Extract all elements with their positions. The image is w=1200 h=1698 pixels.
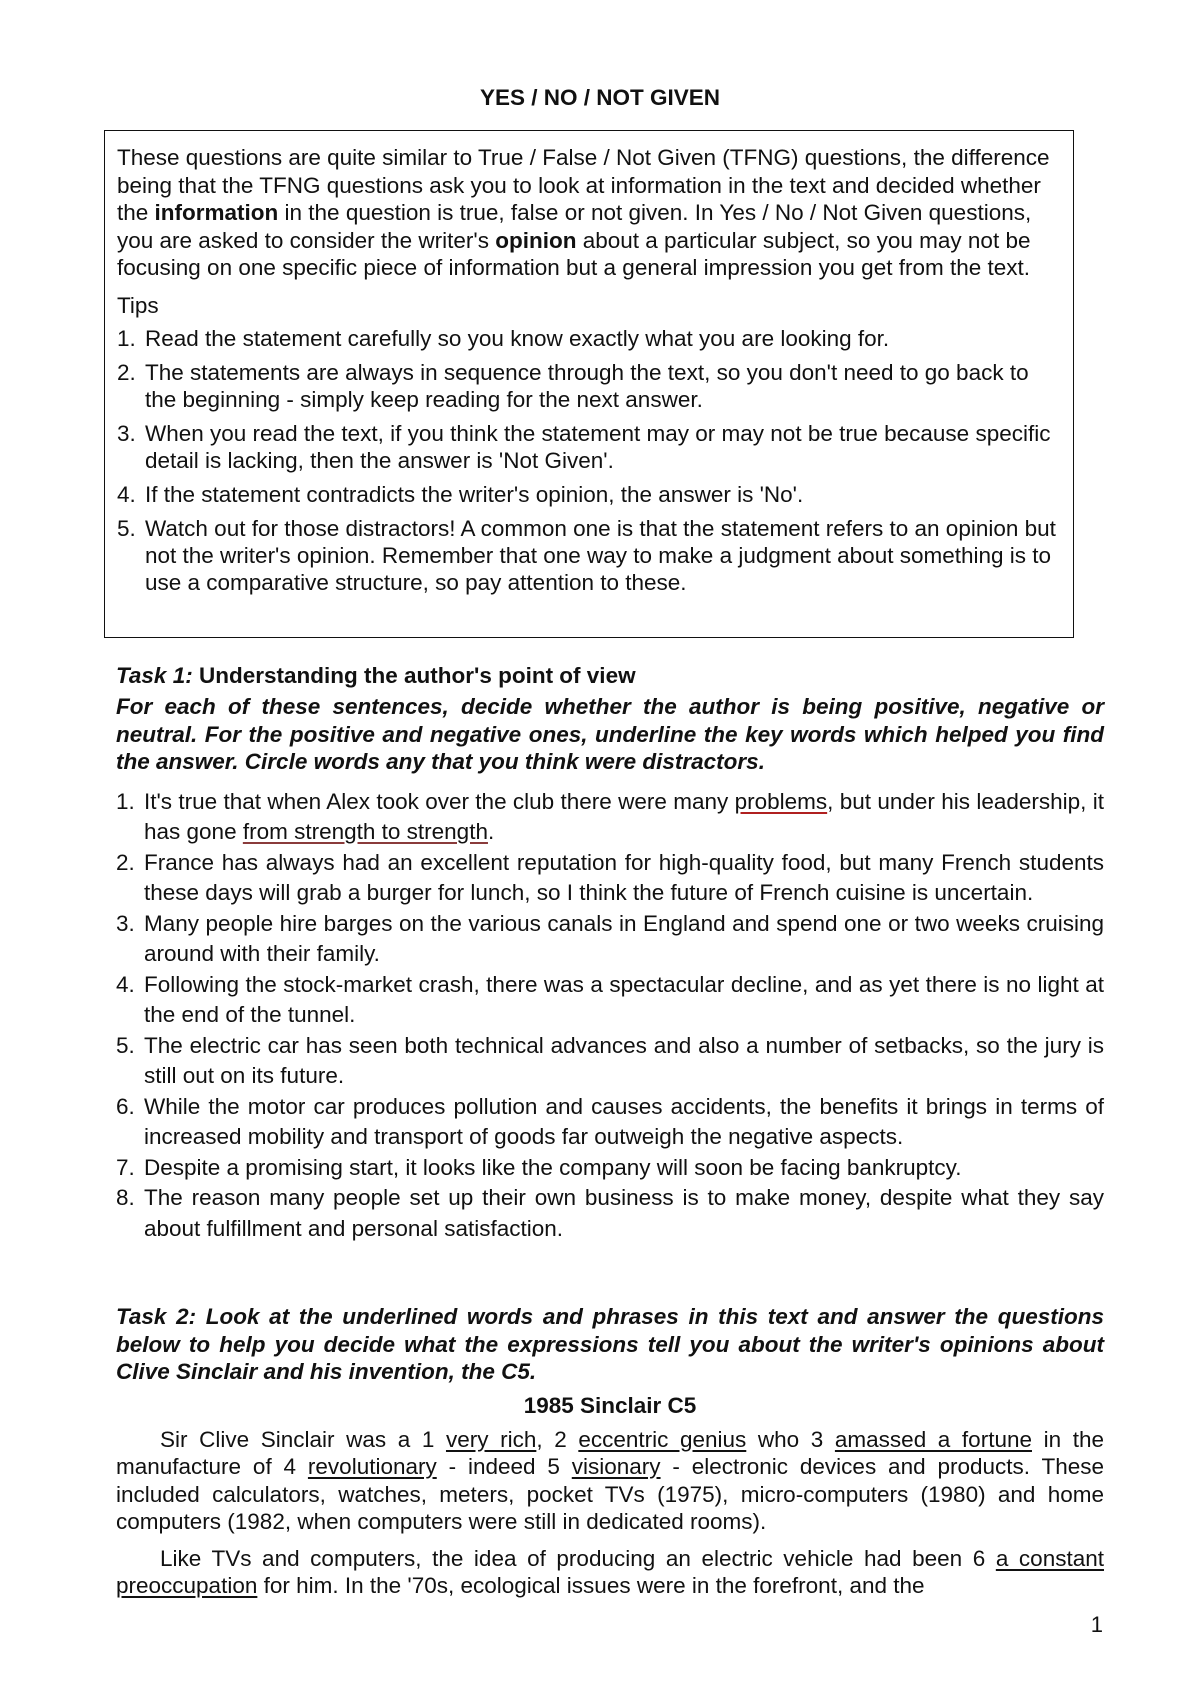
task1-instructions: For each of these sentences, decide whether the author is being positive, negative or neutral. For the positive and negative ones, underline the key words which helped you find the answer. Circle words any that you think were distractors. xyxy=(116,694,1104,774)
task2-instructions: Task 2: Look at the underlined words and phrases in this text and answer the questions below to help you decide what the expressions tell you about the writer's opinions about Clive Sinclair and his invention, the C5. xyxy=(116,1304,1104,1384)
sentence-number: 5. xyxy=(116,1032,135,1058)
underlined-keyword: problems xyxy=(734,788,828,814)
sentence-item xyxy=(116,787,1104,848)
tips-label: Tips xyxy=(117,292,159,318)
tip-number: 5. xyxy=(117,516,136,541)
underlined-phrase: very rich xyxy=(445,1426,537,1452)
article-text: Sir Clive Sinclair was a 1 xyxy=(160,1426,446,1452)
sentence-item xyxy=(116,1183,1104,1244)
underlined-phrase: a constant preoccupation xyxy=(116,1545,1104,1598)
underlined-phrase: eccentric genius xyxy=(578,1426,747,1452)
sentence-number: 4. xyxy=(116,971,135,997)
tip-text: If the statement contradicts the writer's opinion, the answer is 'No'. xyxy=(145,482,804,507)
sentence-text: While the motor car produces pollution and causes accidents, the benefits it brings in terms of increased mobility and transport of goods far outweigh the negative aspects. xyxy=(144,1093,1104,1149)
article-text: - electronic devices and products. These included calculators, watches, meters, pocket TVs (1975), micro-computers (1980) and home computers (1982, when computers were still in dedicated rooms). xyxy=(116,1454,1104,1534)
intro-bold-opinion: opinion xyxy=(495,227,577,253)
task1-sentence-list xyxy=(116,787,1104,1245)
sentence-number: 2. xyxy=(116,849,135,875)
underlined-phrase: visionary xyxy=(571,1454,661,1479)
article-paragraph xyxy=(116,1545,1104,1600)
tip-text: When you read the text, if you think the statement may or may not be true because specific detail is lacking, then the answer is 'Not Given'. xyxy=(145,421,1051,473)
sentence-item xyxy=(116,1031,1104,1092)
sentence-number: 8. xyxy=(116,1185,135,1210)
sentence-text: Despite a promising start, it looks like the company will soon be facing bankruptcy. xyxy=(144,1154,962,1180)
tip-item xyxy=(117,481,1061,508)
article-title: 1985 Sinclair C5 xyxy=(523,1392,697,1418)
tip-item xyxy=(117,325,1061,352)
intro-text: about a particular subject, so you may not be focusing on one specific piece of information but a general impression you get from the text. xyxy=(117,227,1031,280)
article-text: Like TVs and computers, the idea of producing an electric vehicle had been 6 xyxy=(160,1545,996,1571)
sentence-item xyxy=(116,1092,1104,1153)
tip-item xyxy=(117,359,1061,413)
tip-text: Watch out for those distractors! A common one is that the statement refers to an opinion but not the writer's opinion. Remember that one way to make a judgment about something is to use a comparative structure, so pay attention to these. xyxy=(145,516,1056,595)
task1-title: Understanding the author's point of view xyxy=(192,663,636,688)
task1-section xyxy=(116,662,1104,1244)
sentence-text: , but under his leadership, it has gone xyxy=(144,788,1104,844)
tip-number: 3. xyxy=(117,421,136,446)
sentence-text: The reason many people set up their own business is to make money, despite what they say about fulfillment and personal satisfaction. xyxy=(144,1185,1104,1241)
article-text: who 3 xyxy=(746,1426,835,1452)
tip-text: The statements are always in sequence through the text, so you don't need to go back to the beginning - simply keep reading for the next answer. xyxy=(145,360,1029,412)
sentence-text: The electric car has seen both technical advances and also a number of setbacks, so the jury is still out on its future. xyxy=(144,1032,1104,1088)
tip-item xyxy=(117,515,1061,596)
article-text: , 2 xyxy=(536,1426,579,1452)
tip-number: 1. xyxy=(117,326,136,351)
page-title: YES / NO / NOT GIVEN xyxy=(479,85,721,110)
task2-section xyxy=(116,1303,1104,1600)
sentence-number: 6. xyxy=(116,1093,135,1119)
sentence-item xyxy=(116,970,1104,1031)
sentence-item xyxy=(116,909,1104,970)
article-text: for him. In the '70s, ecological issues were in the forefront, and the xyxy=(257,1573,925,1598)
sentence-text: Many people hire barges on the various canals in England and spend one or two weeks cruising around with their family. xyxy=(144,910,1104,966)
page-number: 1 xyxy=(1090,1612,1103,1637)
sentence-text: France has always had an excellent reputation for high-quality food, but many French students these days will grab a burger for lunch, so I think the future of French cuisine is uncertain. xyxy=(144,849,1104,905)
task1-heading xyxy=(116,662,1104,690)
sentence-item xyxy=(116,1153,1104,1184)
intro-box xyxy=(104,130,1074,638)
sentence-text: It's true that when Alex took over the club there were many xyxy=(144,788,735,814)
sentence-text: . xyxy=(487,819,495,844)
sentence-text: Following the stock-market crash, there was a spectacular decline, and as yet there is no light at the end of the tunnel. xyxy=(144,971,1104,1027)
article-paragraph xyxy=(116,1426,1104,1536)
task1-label: Task 1: xyxy=(116,663,193,688)
intro-paragraph xyxy=(117,144,1061,282)
underlined-keyword: from strength to strength xyxy=(242,819,488,844)
sentence-number: 1. xyxy=(116,788,135,814)
tip-number: 4. xyxy=(117,482,136,507)
sentence-number: 7. xyxy=(116,1154,135,1180)
underlined-phrase: revolutionary xyxy=(307,1454,437,1479)
article-text: in the manufacture of 4 xyxy=(116,1426,1104,1479)
underlined-phrase: amassed a fortune xyxy=(834,1426,1032,1452)
tip-item xyxy=(117,420,1061,474)
intro-bold-information: information xyxy=(154,200,279,225)
article-text: - indeed 5 xyxy=(436,1454,572,1479)
intro-text: in the question is true, false or not given. In Yes / No / Not Given questions, you are asked to consider the writer's xyxy=(117,200,1032,253)
sentence-item xyxy=(116,848,1104,909)
intro-text: These questions are quite similar to True / False / Not Given (TFNG) questions, the difference being that the TFNG questions ask you to look at information in the text and decided whether the xyxy=(117,145,1050,225)
sentence-number: 3. xyxy=(116,910,135,936)
tip-text: Read the statement carefully so you know exactly what you are looking for. xyxy=(145,326,890,351)
tip-number: 2. xyxy=(117,360,136,385)
